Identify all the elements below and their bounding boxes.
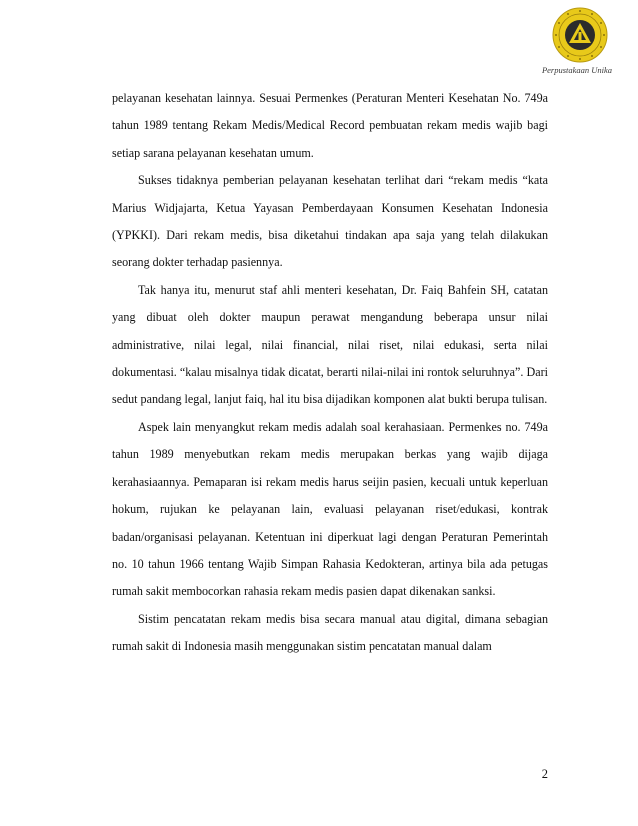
paragraph: Sukses tidaknya pemberian pelayanan kesehatan terlihat dari “rekam medis “kata Marius Widjajarta, Ketua Yayasan Pemberdayaan Konsumen Kesehatan Indonesia (YPKKI). Dari rekam medis, bisa diketahui tindakan apa saja yang telah dilakukan seorang dokter terhadap pasiennya.	[112, 173, 548, 270]
library-logo	[541, 6, 615, 75]
paragraph: Aspek lain menyangkut rekam medis adalah soal kerahasiaan. Permenkes no. 749a tahun 1989 menyebutkan rekam medis merupakan berkas yang wajib dijaga kerahasiaannya. Pemaparan isi rekam medis harus seijin pasien, kecuali untuk keperluan hokum, rujukan ke pelayanan lain, evaluasi pelayanan riset/edukasi, kontrak badan/organisasi pelayanan. Ketentuan ini diperkuat lagi dengan Peraturan Pemerintah no. 10 tahun 1966 tentang Wajib Simpan Rahasia Kedokteran, artinya bila ada petugas rumah sakit membocorkan rahasia rekam medis pasien dapat dikenakan sanksi.	[112, 419, 548, 599]
library-seal-icon	[551, 6, 609, 64]
paragraph: Tak hanya itu, menurut staf ahli menteri kesehatan, Dr. Faiq Bahfein SH, catatan yang dibuat oleh dokter maupun perawat mengandung beberapa unsur nilai administrative, nilai legal, nilai financial, nilai riset, nilai edukasi, serta nilai dokumentasi. “kalau misalnya tidak dicatat, berarti nilai-nilai ini rontok seluruhnya”. Dari sedut pandang legal, lanjut faiq, hal itu bisa dijadikan komponen alat bukti berupa tulisan.	[112, 282, 548, 407]
logo-caption: Perpustakaan Unika	[541, 65, 613, 75]
page-number: 2	[541, 767, 548, 781]
document-body	[112, 85, 548, 661]
paragraph: Sistim pencatatan rekam medis bisa secara manual atau digital, dimana sebagian rumah sakit di Indonesia masih menggunakan sistim pencatatan manual dalam	[112, 611, 548, 654]
paragraph: pelayanan kesehatan lainnya. Sesuai Permenkes (Peraturan Menteri Kesehatan No. 749a tahun 1989 tentang Rekam Medis/Medical Record pembuatan rekam medis wajib bagi setiap sarana pelayanan kesehatan umum.	[112, 91, 548, 160]
